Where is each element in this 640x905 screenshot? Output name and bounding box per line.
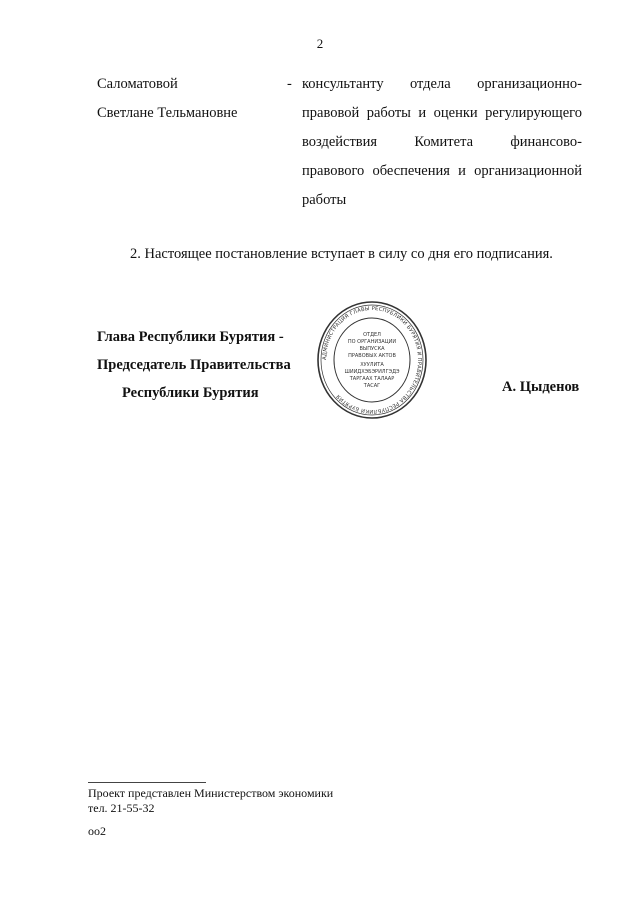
footer-note	[88, 786, 333, 816]
seal-outer-text: АДМИНИСТРАЦИЯ ГЛАВЫ РЕСПУБЛИКИ БУРЯТИЯ И ПРАВИТЕЛЬСТВА РЕСПУБЛИКИ БУРЯТИЯ	[321, 305, 423, 415]
seal-line: ОТДЕЛ	[363, 332, 381, 338]
position-line: воздействия Комитета финансово-	[302, 134, 582, 150]
seal-line: ТАРГААХ ТАЛААР	[349, 376, 395, 382]
footer-line: Проект представлен Министерством экономики	[88, 786, 334, 800]
signature-title	[97, 323, 291, 407]
position-line: работы	[302, 192, 347, 208]
signer-name: А. Цыденов	[502, 379, 580, 395]
appointee-name	[97, 70, 287, 128]
seal-line: ХУУЛИТА	[360, 362, 384, 368]
signature-title-line: Глава Республики Бурятия -	[97, 329, 284, 345]
signature-title-line: Республики Бурятия	[122, 385, 259, 401]
document-code: оо2	[88, 824, 106, 838]
appointee-dash: -	[287, 76, 292, 92]
seal-line: ШИИДХЭБЭРИЛГЭДЭ	[344, 369, 400, 375]
paragraph-2: 2. Настоящее постановление вступает в силу со дня его подписания.	[130, 246, 553, 262]
seal-line: ТАСАГ	[363, 383, 381, 389]
position-line: консультанту отдела организационно-	[302, 76, 582, 92]
svg-text:АДМИНИСТРАЦИЯ ГЛАВЫ РЕСПУБЛИКИ	[322, 306, 422, 414]
seal-line: ПРАВОВЫХ АКТОВ	[348, 353, 396, 359]
seal-line: ВЫПУСКА	[359, 346, 385, 352]
seal-line: ПО ОРГАНИЗАЦИИ	[347, 339, 397, 345]
position-line: правового обеспечения и организационной	[302, 163, 582, 179]
position-line: правовой работы и оценки регулирующего	[302, 105, 582, 121]
page-number: 2	[316, 36, 324, 51]
footer-divider	[88, 782, 206, 783]
appointee-surname: Саломатовой	[97, 76, 178, 92]
official-seal	[316, 300, 428, 420]
signature-title-line: Председатель Правительства	[97, 357, 291, 373]
appointee-given-name: Светлане Тельмановне	[97, 105, 238, 121]
appointee-position	[302, 70, 582, 215]
footer-line: тел. 21-55-32	[88, 801, 155, 815]
